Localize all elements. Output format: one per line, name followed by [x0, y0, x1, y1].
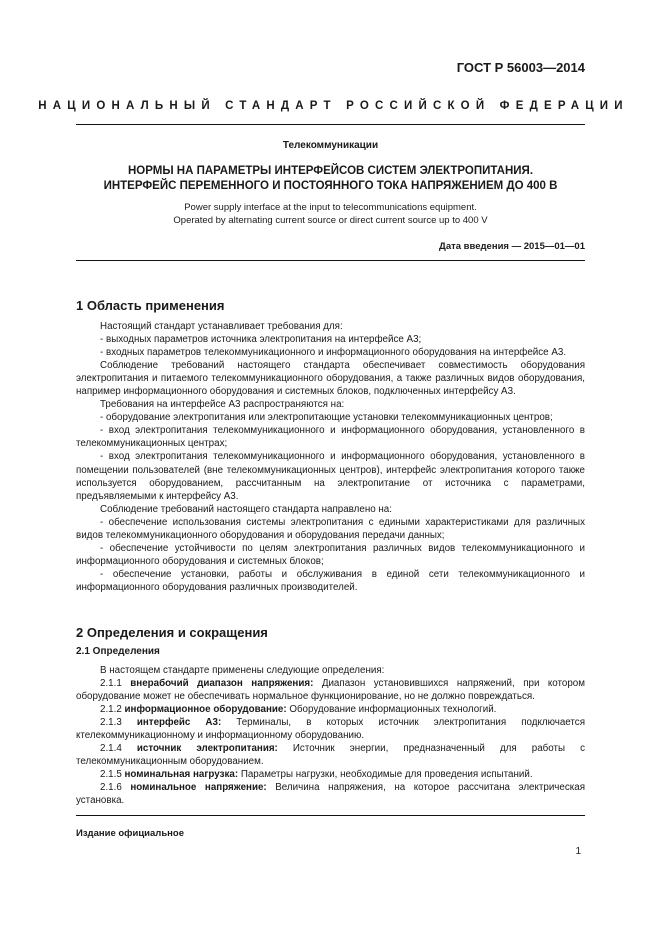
sector-title: Телекоммуникации — [282, 140, 379, 151]
definition-item — [76, 677, 585, 703]
english-title-line-2: Operated by alternating current source or direct current source up to 400 V — [173, 214, 488, 226]
paragraph: Требования на интерфейсе А3 распространяются на: — [100, 399, 345, 411]
definition-text: Оборудование информационных технологий. — [289, 704, 497, 716]
definition-term: номинальная нагрузка: — [124, 769, 241, 781]
paragraph: - входных параметров телекоммуникационного и информационного оборудования на интерфейсе А3. — [100, 347, 567, 359]
paragraph: - обеспечение установки, работы и обслуживания в единой сети телекоммуникационного и информационного оборудования различных производителей. — [76, 568, 585, 593]
footer-divider — [76, 815, 585, 816]
definition-term: интерфейс А3: — [136, 717, 237, 729]
definition-item — [76, 742, 585, 768]
paragraph: Настоящий стандарт устанавливает требования для: — [100, 321, 343, 332]
definition-term: номинальное напряжение: — [130, 782, 276, 794]
section-1-heading: 1 Область применения — [76, 298, 225, 313]
paragraph: - оборудование электропитания или электропитающие установки телекоммуникационных центров; — [100, 412, 553, 424]
paragraph: - выходных параметров источника электропитания на интерфейсе А3; — [100, 334, 422, 346]
section-2-heading: 2 Определения и сокращения — [76, 625, 268, 640]
paragraph: - обеспечение использования системы электропитания с едиными характеристиками для различных видов телекоммуникационного оборудования и оборудования передачи данных; — [76, 516, 585, 541]
definition-term: информационное оборудование: — [124, 704, 290, 716]
national-standard-label: НАЦИОНАЛЬНЫЙ СТАНДАРТ РОССИЙСКОЙ ФЕДЕРАЦИИ — [38, 100, 629, 112]
definition-number: 2.1.5 — [100, 769, 125, 781]
definition-item — [76, 716, 585, 742]
definition-text: Диапазон установившихся напряжений, при котором оборудование может не обеспечивать нормальное функционирование, но не должно повреждаться. — [76, 678, 585, 703]
introduction-date: Дата введения — 2015—01—01 — [439, 241, 585, 252]
definition-number: 2.1.4 — [100, 743, 137, 755]
definitions-intro: В настоящем стандарте применены следующие определения: — [100, 665, 385, 676]
document-title-english — [76, 202, 585, 227]
document-title — [76, 164, 585, 194]
definition-item — [76, 781, 585, 807]
paragraph: - вход электропитания телекоммуникационного и информационного оборудования, установленного в помещении пользователей (вне телекоммуникационных центров), интерфейс электропитания которого также используется оборудованием, рассчитанным на электропитание от источника с параметрами, предъявляемыми к интерфейсу А3. — [76, 451, 585, 502]
definition-number: 2.1.6 — [100, 782, 131, 794]
definition-term: источник электропитания: — [136, 743, 293, 755]
official-edition-label: Издание официальное — [76, 828, 184, 839]
paragraph: - обеспечение устойчивости по целям электропитания различных видов телекоммуникационного и информационного оборудования и системных блоков; — [76, 542, 585, 567]
paragraph: Соблюдение требований настоящего стандарта обеспечивает совместимость оборудования электропитания и питаемого телекоммуникационного оборудования, а также различных видов оборудования, например информационного оборудования и системных блоков, подключенных интерфейсу А3. — [76, 360, 585, 398]
paragraph: Соблюдение требований настоящего стандарта направлено на: — [100, 503, 392, 515]
english-title-line-1: Power supply interface at the input to telecommunications equipment. — [184, 202, 477, 213]
section-1-body — [76, 320, 585, 594]
definition-number: 2.1.2 — [100, 704, 125, 716]
definition-term: внерабочий диапазон напряжения: — [130, 678, 322, 690]
definition-text: Терминалы, в которых источник электропитания подключается ктелекоммуникационному и информационному оборудованию. — [76, 717, 585, 742]
paragraph: - вход электропитания телекоммуникационного и информационного оборудования, установленного в телекоммуникационных центрах; — [76, 425, 585, 450]
definition-number: 2.1.1 — [100, 678, 131, 690]
header-divider — [76, 124, 585, 125]
gost-code: ГОСТ Р 56003—2014 — [456, 60, 585, 75]
document-title-line-2: ИНТЕРФЕЙС ПЕРЕМЕННОГО И ПОСТОЯННОГО ТОКА НАПРЯЖЕНИЕМ ДО 400 В — [103, 180, 558, 192]
definition-text: Источник энергии, предназначенный для работы с телекоммуникационным оборудованием. — [76, 743, 585, 768]
document-title-line-1: НОРМЫ НА ПАРАМЕТРЫ ИНТЕРФЕЙСОВ СИСТЕМ ЭЛЕКТРОПИТАНИЯ. — [127, 165, 534, 177]
title-divider — [76, 260, 585, 261]
definition-number: 2.1.3 — [100, 717, 137, 729]
definition-text: Величина напряжения, на которое рассчитана электрическая установка. — [76, 782, 585, 807]
definition-item — [76, 703, 585, 716]
subsection-2-1-heading: 2.1 Определения — [76, 646, 160, 657]
definition-text: Параметры нагрузки, необходимые для проведения испытаний. — [240, 769, 533, 781]
definition-item — [76, 768, 585, 781]
section-2-body — [76, 664, 585, 808]
page-number: 1 — [575, 846, 581, 857]
